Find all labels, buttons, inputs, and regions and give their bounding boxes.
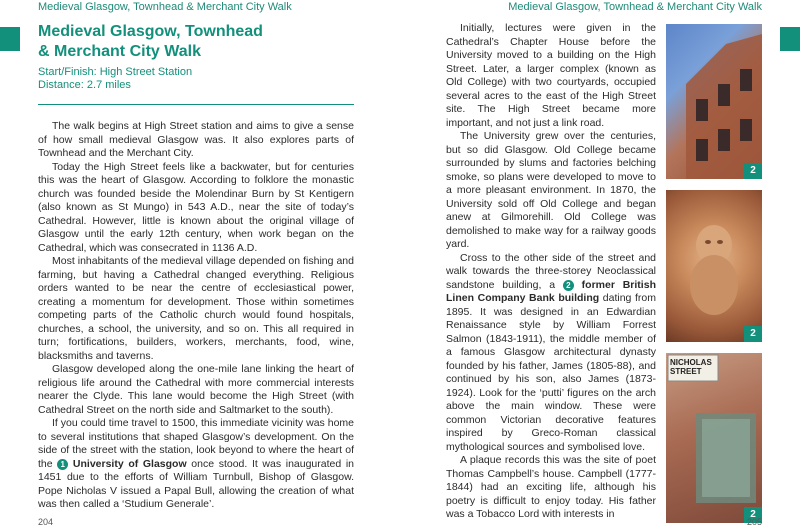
paragraph: Today the High Street feels like a backwater, but for centuries this was the heart of Glasgow. According to folklore the monastic church was founded beside the Molendinar Burn by St Kentigern (also known as St Mungo) in 543 A.D., near the site of today’s Cathedral. However, little is known about the original village of Glasgow until the early 12th century, when work began on the Cathedral, which was consecrated in 1136 A.D. [38,160,354,254]
walk-meta [38,66,192,92]
page-number-left: 204 [38,517,54,527]
building-illustration [666,24,762,179]
paragraph [446,252,656,455]
paragraph: Initially, lectures were given in the Cathedral’s Chapter House before the University moved to a building on the High Street. Later, a larger complex (known as Old College) with two courtyards, occupied several acres to the east of the High Street site. The High Street became more important, and not just a link road. [446,22,656,129]
photo-bank-facade [666,24,762,179]
walk-title-line1: Medieval Glasgow, Townhead [38,23,263,40]
photo-putti-figure [666,190,762,342]
paragraph: The University grew over the centuries, but so did Glasgow. Old College became surrounded by slums and factories belching smoke, so plans were developed to move to a more pleasant environment. In 1870, the University sold off Old College and began anew at Gilmorehill. Old College was demolished to make way for a railway goods yard. [446,130,656,250]
chapter-tab-right [780,27,800,51]
paragraph: Glasgow developed along the one-mile lane linking the heart of religious life around the Cathedral with more commercial interests nearer the Clyde. This lane would become the High Street (with Cathedral Street on the north side and Saltmarket to the south). [38,363,354,416]
left-column [38,120,354,512]
photo-badge: 2 [744,326,762,342]
photo-badge: 2 [744,507,762,523]
text-run: Cross to the other side of the street and walk towards the three-storey Neoclassical sandstone building, a [446,251,656,291]
street-sign [670,358,712,376]
street-sign-line: STREET [670,367,702,376]
text-run: once stood. It was inaugurated in 1451 due to the efforts of William Turnbull, Bishop of Glasgow. Pope Nicholas V issued a Papal Bull, allowing the creation of what was then called a ‘Studium Generale’. [38,457,355,510]
walk-title [38,22,358,62]
text-run: dating from 1895. It was designed in an Edwardian Renaissance style by William Forrest Salmon (1843-1911), the middle member of a famous Glasgow architectural dynasty founded by his father, James (1805-88), and continued by his son, also James (1873-1924). Look for the ‘putti’ figures on the arch above the main window. These were common Victorian decorative features inspired by Greco-Roman classical mythological sources and symbolised love. [446,292,656,453]
paragraph [38,417,354,512]
title-divider [38,104,354,105]
photo-plaque [666,353,762,523]
photo-badge: 2 [744,163,762,179]
stop-name-university: University of Glasgow [72,457,187,470]
plaque-illustration [666,353,762,523]
stop-number-2: 2 [563,280,574,291]
chapter-tab-left [0,27,20,51]
running-header-left: Medieval Glasgow, Townhead & Merchant City Walk [38,1,292,13]
street-sign-line: NICHOLAS [670,358,712,367]
right-column [446,22,656,522]
walk-title-line2: & Merchant City Walk [38,43,201,60]
stop-number-1: 1 [57,459,68,470]
start-finish: Start/Finish: High Street Station [38,66,193,78]
text-run: If you could time travel to 1500, this immediate vicinity was home to several institutions that shaped Glasgow’s development. On the side of the street with the station, look beyond to where the heart of the [38,417,354,470]
page-number-right: 205 [746,517,762,527]
running-header-right: Medieval Glasgow, Townhead & Merchant City Walk [508,1,762,13]
putti-illustration [666,190,762,342]
distance: Distance: 2.7 miles [38,79,131,91]
paragraph: Most inhabitants of the medieval village depended on fishing and farming, but having a Cathedral changed everything. Religious orders wanted to be near the centre of ecclesiastical power, creating a momentum for development. Those within sometimes competing parts of the Catholic church would found hospitals, churches, a school, the university, and so on. This all required in turn; fortifications, builders, workers, merchants, food, wine, blacksmiths and taverns. [38,255,354,362]
paragraph: The walk begins at High Street station and aims to give a sense of how small medieval Glasgow was. It also explores parts of Townhead and the Merchant City. [38,120,354,159]
stop-name-bank-building: former British Linen Company Bank building [446,278,656,304]
paragraph: A plaque records this was the site of poet Thomas Campbell’s house. Campbell (1777-1844) had an exciting life, although his poetry is difficult to enjoy today. His father was a Tobacco Lord with interests in [446,454,656,520]
